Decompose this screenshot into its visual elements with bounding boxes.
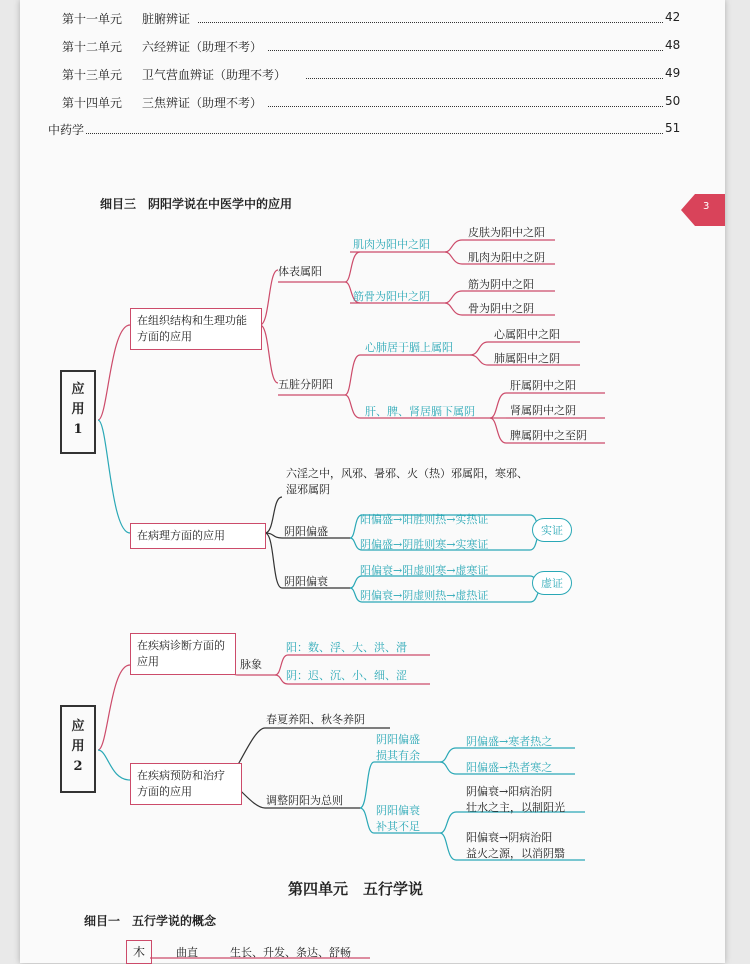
node-liu-yin: 六淫之中，风邪、暑邪、火（热）邪属阳，寒邪、湿邪属阴 — [286, 467, 528, 496]
node-pian-shuai: 阴阳偏衰 — [284, 575, 328, 588]
node-pi: 脾属阴中之至阴 — [510, 429, 587, 442]
toc-title: 六经辨证（助理不考） — [142, 40, 263, 54]
node-xin-fei: 心肺居于膈上属阳 — [365, 341, 453, 354]
node-t4: 阳偏衰→阴病治阳 益火之源，以消阴翳 — [466, 831, 565, 860]
node-qu-zhi: 曲直 — [176, 946, 198, 959]
toc-page-number: 51 — [665, 121, 681, 135]
toc-page-number: 49 — [665, 66, 681, 80]
toc-page-number: 42 — [665, 10, 681, 24]
toc-unit-number: 第十三单元 — [62, 68, 123, 82]
node-xin: 心属阳中之阳 — [494, 328, 560, 341]
node-fei: 肺属阳中之阴 — [494, 352, 560, 365]
node-yin-mai: 阴：迟、沉、小、细、涩 — [286, 669, 407, 682]
node-t2: 阳偏盛→热者寒之 — [466, 761, 553, 774]
document-page — [20, 0, 725, 963]
pathology-box: 在病理方面的应用 — [130, 523, 266, 549]
toc-title: 三焦辨证（助理不考） — [142, 96, 263, 110]
node-gu: 骨为阴中之阴 — [468, 302, 534, 315]
application-label-text: 应 用 1 — [71, 382, 85, 437]
node-shen: 肾属阴中之阴 — [510, 404, 576, 417]
node-mai-xiang: 脉象 — [240, 658, 262, 671]
subsection-heading: 细目一 五行学说的概念 — [84, 914, 217, 928]
node-ji-rou-yang: 肌肉为阳中之阳 — [353, 238, 430, 251]
prevention-treatment-box: 在疾病预防和治疗方面的应用 — [130, 763, 242, 805]
node-gan-pi-shen: 肝、脾、肾居膈下属阴 — [365, 405, 475, 418]
node-t3: 阴偏衰→阳病治阴 壮水之主，以制阳光 — [466, 785, 565, 814]
section-heading: 细目三 阴阳学说在中医学中的应用 — [100, 197, 293, 211]
page-tab-number: 3 — [703, 201, 710, 212]
unit-heading: 第四单元 五行学说 — [288, 880, 424, 898]
shi-zheng-badge: 实证 — [532, 518, 572, 542]
wood-box: 木 — [126, 940, 152, 964]
toc-title: 中药学 — [48, 123, 85, 137]
node-jin-gu: 筋骨为阳中之阴 — [353, 290, 430, 303]
diagnosis-box: 在疾病诊断方面的应用 — [130, 633, 236, 675]
toc-page-number: 50 — [665, 94, 681, 108]
toc-title: 卫气营血辨证（助理不考） — [142, 68, 287, 82]
node-pr1: 阳偏衰→阳虚则寒→虚寒证 — [360, 564, 489, 577]
application-2-label — [60, 705, 96, 793]
node-bu-bu-zu: 阴阳偏衰 补其不足 — [376, 804, 420, 833]
node-sun-you-yu: 阴阳偏盛 损其有余 — [376, 733, 420, 762]
node-wood-desc: 生长、升发、条达、舒畅 — [230, 946, 351, 959]
toc-unit-number: 第十四单元 — [62, 96, 123, 110]
node-ji-rou-yin: 肌肉为阳中之阴 — [468, 251, 545, 264]
toc-page-number: 48 — [665, 38, 681, 52]
node-zang-fu: 五脏分阴阳 — [278, 378, 333, 391]
structure-function-box: 在组织结构和生理功能方面的应用 — [130, 308, 262, 350]
node-chun-xia: 春夏养阳、秋冬养阴 — [266, 713, 365, 726]
xu-zheng-badge: 虚证 — [532, 571, 572, 595]
node-t1: 阴偏盛→寒者热之 — [466, 735, 553, 748]
node-ps1: 阳偏盛→阳胜则热→实热证 — [360, 513, 489, 526]
node-pian-sheng: 阴阳偏盛 — [284, 525, 328, 538]
toc-unit-number: 第十一单元 — [62, 12, 123, 26]
node-ti-biao: 体表属阳 — [278, 265, 322, 278]
toc-unit-number: 第十二单元 — [62, 40, 123, 54]
node-pi-fu: 皮肤为阳中之阳 — [468, 226, 545, 239]
application-1-label — [60, 370, 96, 454]
node-pr2: 阴偏衰→阴虚则热→虚热证 — [360, 589, 489, 602]
node-tiao-xie: 调整阴阳为总则 — [266, 794, 343, 807]
node-jin: 筋为阴中之阳 — [468, 278, 534, 291]
node-yang-mai: 阳：数、浮、大、洪、滑 — [286, 641, 407, 654]
application-label-text: 应 用 2 — [71, 719, 85, 774]
node-ps2: 阴偏盛→阴胜则寒→实寒证 — [360, 538, 489, 551]
node-gan: 肝属阴中之阳 — [510, 379, 576, 392]
toc-title: 脏腑辨证 — [142, 12, 191, 26]
